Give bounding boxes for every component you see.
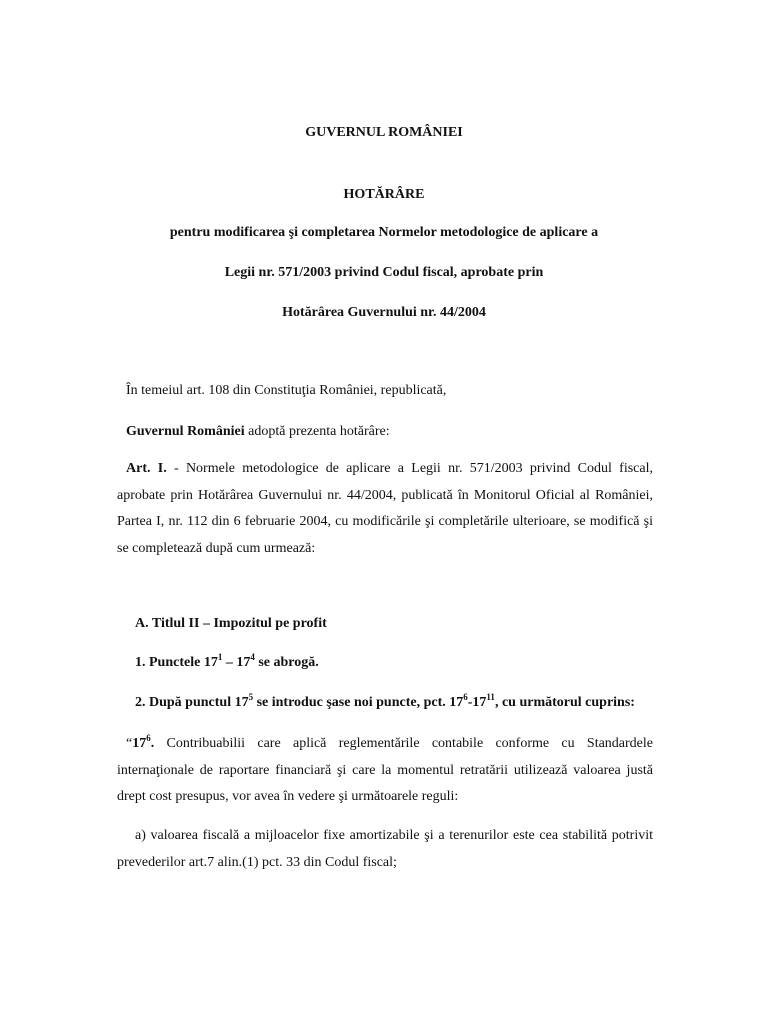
item-2	[135, 690, 705, 717]
item-1-text-end: se abrogă.	[254, 655, 319, 670]
item-1	[135, 650, 655, 677]
item-2-text-end: , cu următorul cuprins:	[494, 695, 635, 710]
subpoint-a-paragraph: a) valoarea fiscală a mijloacelor fixe amortizabile şi a terenurilor este cea stabilită potrivit prevederilor art.7 alin.(1) pct. 33 din Codul fiscal;	[117, 828, 653, 870]
article-1-label: Art. I.	[126, 461, 167, 476]
point-number: 17	[132, 736, 147, 751]
item-1-sup-1: 1	[217, 652, 223, 662]
item-2-text-mid-2: -17	[467, 695, 487, 710]
point-17-6-paragraph	[117, 731, 653, 811]
item-1-text-start: 1. Punctele 17	[135, 655, 218, 670]
point-17-6-text: Contribuabilii care aplică reglementările contabile conforme cu Standardele internaţionale de raportare financiară şi care la momentul retratării utilizează valoarea justă drept cost presupus, vor avea în vedere şi următoarele reguli:	[117, 736, 653, 804]
opening-quote: “	[126, 736, 133, 751]
point-number-dot: .	[150, 736, 155, 751]
article-1-paragraph	[117, 456, 653, 562]
point-number-sup: 6	[146, 733, 151, 743]
document-title-line-2: Legii nr. 571/2003 privind Codul fiscal, aprobate prin	[224, 265, 544, 280]
document-issuer: GUVERNUL ROMÂNIEI	[305, 125, 463, 140]
article-1-text: - Normele metodologice de aplicare a Legii nr. 571/2003 privind Codul fiscal, aprobate prin Hotărârea Guvernului nr. 44/2004, publicată în Monitorul Oficial al României, Partea I, nr. 112 din 6 februarie 2004, cu modificările şi completările ulterioare, se modifică şi se completează după cum urmează:	[117, 461, 653, 556]
item-2-text-mid-1: se introduc şase noi puncte, pct. 17	[253, 695, 464, 710]
item-2-sup-2: 6	[463, 692, 468, 702]
government-name: Guvernul României	[126, 424, 245, 439]
item-2-sup-1: 5	[248, 692, 254, 702]
item-2-sup-3: 11	[486, 692, 495, 702]
item-1-text-mid: – 17	[222, 655, 251, 670]
section-a-heading: A. Titlul II – Impozitul pe profit	[135, 616, 327, 631]
legal-basis-paragraph: În temeiul art. 108 din Constituţia României, republicată,	[126, 383, 447, 398]
document-title-line-3: Hotărârea Guvernului nr. 44/2004	[282, 305, 486, 320]
item-1-sup-2: 4	[250, 652, 255, 662]
document-type: HOTĂRÂRE	[343, 187, 425, 202]
document-title-line-1: pentru modificarea şi completarea Normelor metodologice de aplicare a	[169, 225, 599, 240]
adoption-paragraph	[117, 419, 653, 446]
item-2-text-start: 2. După punctul 17	[135, 695, 249, 710]
adoption-text: adoptă prezenta hotărâre:	[244, 424, 390, 439]
